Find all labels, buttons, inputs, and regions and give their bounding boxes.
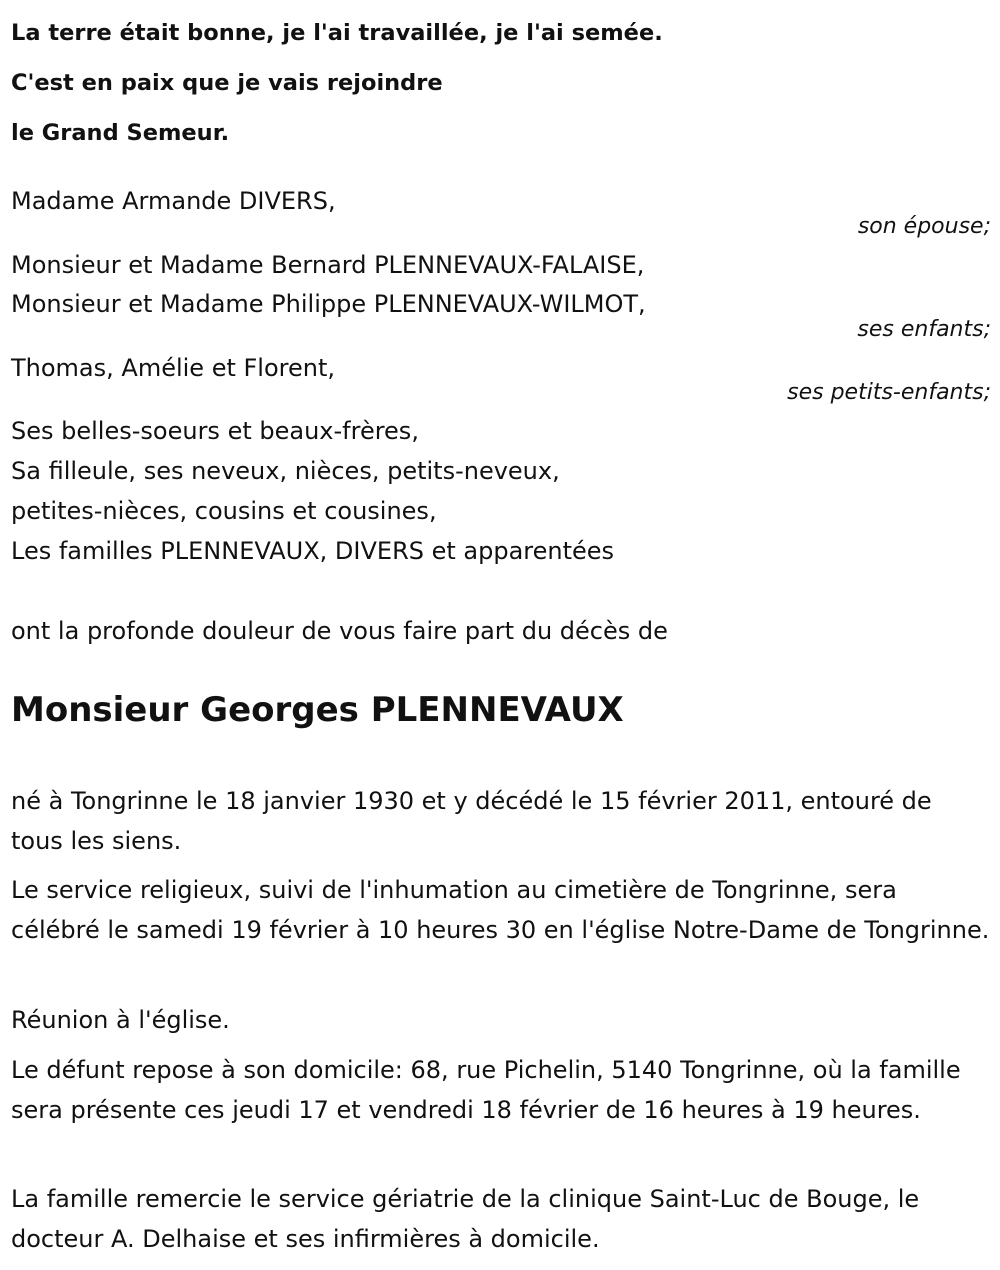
- relatives-line: Sa filleule, ses neveux, nièces, petits-neveux,: [11, 457, 560, 485]
- poem-line: le Grand Semeur.: [11, 120, 230, 146]
- funeral-service-paragraph: Le service religieux, suivi de l'inhumation au cimetière de Tongrinne, sera célébré le samedi 19 février à 10 heures 30 en l'église Notre-Dame de Tongrinne.: [11, 876, 990, 944]
- thanks-paragraph: La famille remercie le service gériatrie de la clinique Saint-Luc de Bouge, le docteur A. Delhaise et ses infirmières à domicile.: [11, 1185, 920, 1253]
- poem-line: C'est en paix que je vais rejoindre: [11, 70, 443, 96]
- deceased-name: Monsieur Georges PLENNEVAUX: [11, 690, 624, 730]
- spouse-relation: son épouse;: [857, 214, 991, 239]
- children-relation: ses enfants;: [857, 317, 991, 342]
- poem-line: La terre était bonne, je l'ai travaillée, je l'ai semée.: [11, 20, 663, 46]
- child-line: Monsieur et Madame Philippe PLENNEVAUX-WILMOT,: [11, 290, 646, 318]
- spouse-name: Madame Armande DIVERS,: [11, 187, 336, 215]
- poem-verse: [11, 8, 663, 158]
- viewing-paragraph: Le défunt repose à son domicile: 68, rue Pichelin, 5140 Tongrinne, où la famille sera présente ces jeudi 17 et vendredi 18 février de 16 heures à 19 heures.: [11, 1056, 961, 1124]
- announcement-text: ont la profonde douleur de vous faire part du décès de: [11, 617, 668, 645]
- meeting-paragraph: Réunion à l'église.: [11, 1006, 230, 1034]
- child-line: Monsieur et Madame Bernard PLENNEVAUX-FALAISE,: [11, 251, 645, 279]
- relatives-line: Ses belles-soeurs et beaux-frères,: [11, 417, 419, 445]
- grandchildren-names: Thomas, Amélie et Florent,: [11, 354, 336, 382]
- relatives-line: petites-nièces, cousins et cousines,: [11, 497, 437, 525]
- relatives-line: Les familles PLENNEVAUX, DIVERS et apparentées: [11, 537, 615, 565]
- birth-death-paragraph: né à Tongrinne le 18 janvier 1930 et y décédé le 15 février 2011, entouré de tous les siens.: [11, 787, 932, 855]
- grandchildren-relation: ses petits-enfants;: [787, 380, 991, 405]
